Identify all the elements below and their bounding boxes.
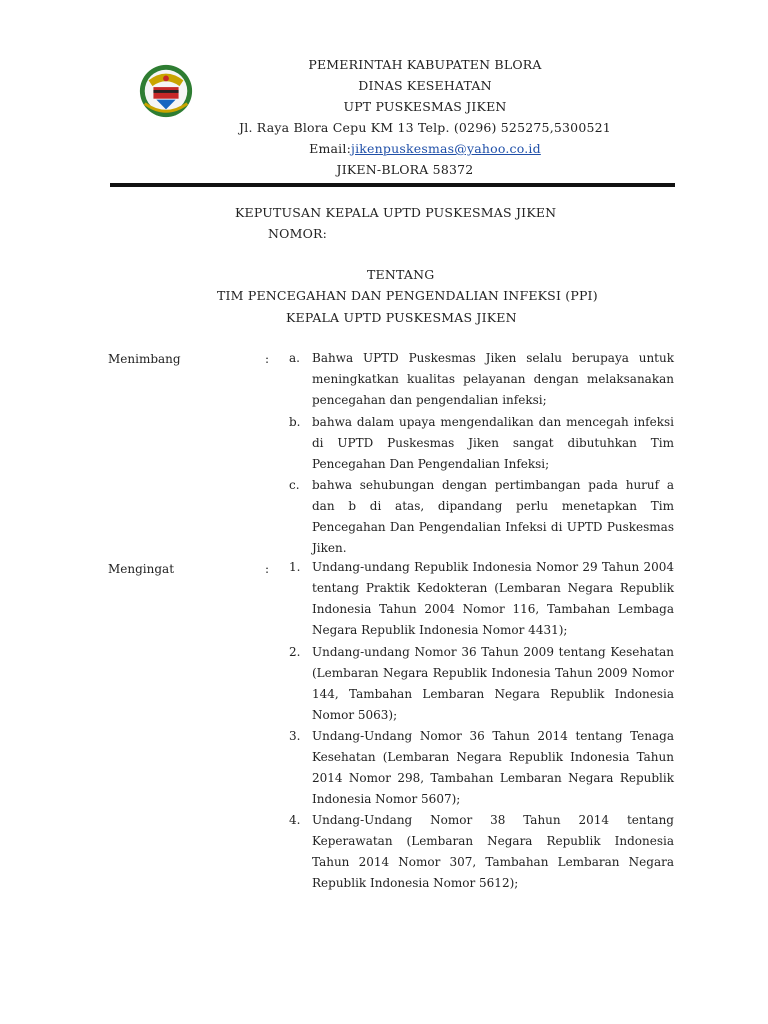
office-name: UPT PUSKESMAS JIKEN [343, 99, 507, 114]
menimbang-item [289, 475, 674, 559]
mengingat-colon: : [265, 562, 270, 576]
email-link[interactable]: jikenpuskesmas@yahoo.co.id [351, 141, 541, 156]
mengingat-item [289, 810, 674, 894]
list-marker: 4. [289, 813, 301, 827]
menimbang-colon: : [265, 352, 270, 366]
menimbang-item [289, 348, 674, 411]
list-marker: 3. [289, 729, 301, 743]
list-marker: b. [289, 415, 301, 429]
decree-heading: KEPUTUSAN KEPALA UPTD PUSKESMAS JIKEN [235, 205, 557, 220]
list-marker: 2. [289, 645, 301, 659]
office-city: JIKEN-BLORA 58372 [336, 162, 474, 177]
decree-issuer: KEPALA UPTD PUSKESMAS JIKEN [286, 310, 517, 325]
agency-name: PEMERINTAH KABUPATEN BLORA [308, 57, 542, 72]
list-marker: c. [289, 478, 300, 492]
list-item-text: Undang-undang Republik Indonesia Nomor 29 Tahun 2004 tentang Praktik Kedokteran (Lembaran Negara Republik Indonesia Tahun 2004 Nomor 116, Tambahan Lembaga Negara Republik Indonesia Nomor 4431); [312, 560, 674, 637]
list-item-text: Bahwa UPTD Puskesmas Jiken selalu berupaya untuk meningkatkan kualitas pelayanan dengan melaksanakan pencegahan dan pengendalian infeksi; [312, 351, 674, 407]
decree-number-label: NOMOR: [268, 226, 328, 241]
list-item-text: Undang-undang Nomor 36 Tahun 2009 tentang Kesehatan (Lembaran Negara Republik Indonesia Tahun 2009 Nomor 144, Tambahan Lembaran Negara Republik Indonesia Nomor 5063); [312, 645, 674, 722]
office-address: Jl. Raya Blora Cepu KM 13 Telp. (0296) 525275,5300521 [239, 120, 611, 135]
list-item-text: Undang-Undang Nomor 38 Tahun 2014 tentang Keperawatan (Lembaran Negara Republik Indonesia Tahun 2014 Nomor 307, Tambahan Lembaran Negara Republik Indonesia Nomor 5612); [312, 813, 674, 890]
decree-subject: TIM PENCEGAHAN DAN PENGENDALIAN INFEKSI (PPI) [217, 288, 598, 303]
list-marker: a. [289, 351, 300, 365]
list-item-text: Undang-Undang Nomor 36 Tahun 2014 tentang Tenaga Kesehatan (Lembaran Negara Republik Indonesia Tahun 2014 Nomor 298, Tambahan Lembaran Negara Republik Indonesia Nomor 5607); [312, 729, 674, 806]
menimbang-item [289, 412, 674, 475]
email-label: Email: [309, 141, 351, 156]
menimbang-label: Menimbang [108, 352, 181, 366]
department-name: DINAS KESEHATAN [358, 78, 492, 93]
mengingat-item [289, 642, 674, 726]
office-email-line [200, 141, 650, 156]
list-marker: 1. [289, 560, 301, 574]
mengingat-item [289, 557, 674, 641]
decree-about: TENTANG [367, 267, 435, 282]
letterhead-divider [110, 183, 675, 187]
regency-emblem-icon [137, 61, 195, 119]
mengingat-item [289, 726, 674, 810]
mengingat-label: Mengingat [108, 562, 175, 576]
list-item-text: bahwa dalam upaya mengendalikan dan mencegah infeksi di UPTD Puskesmas Jiken sangat dibutuhkan Tim Pencegahan Dan Pengendalian Infeksi; [312, 415, 674, 471]
list-item-text: bahwa sehubungan dengan pertimbangan pada huruf a dan b di atas, dipandang perlu menetapkan Tim Pencegahan Dan Pengendalian Infeksi di UPTD Puskesmas Jiken. [312, 478, 674, 555]
